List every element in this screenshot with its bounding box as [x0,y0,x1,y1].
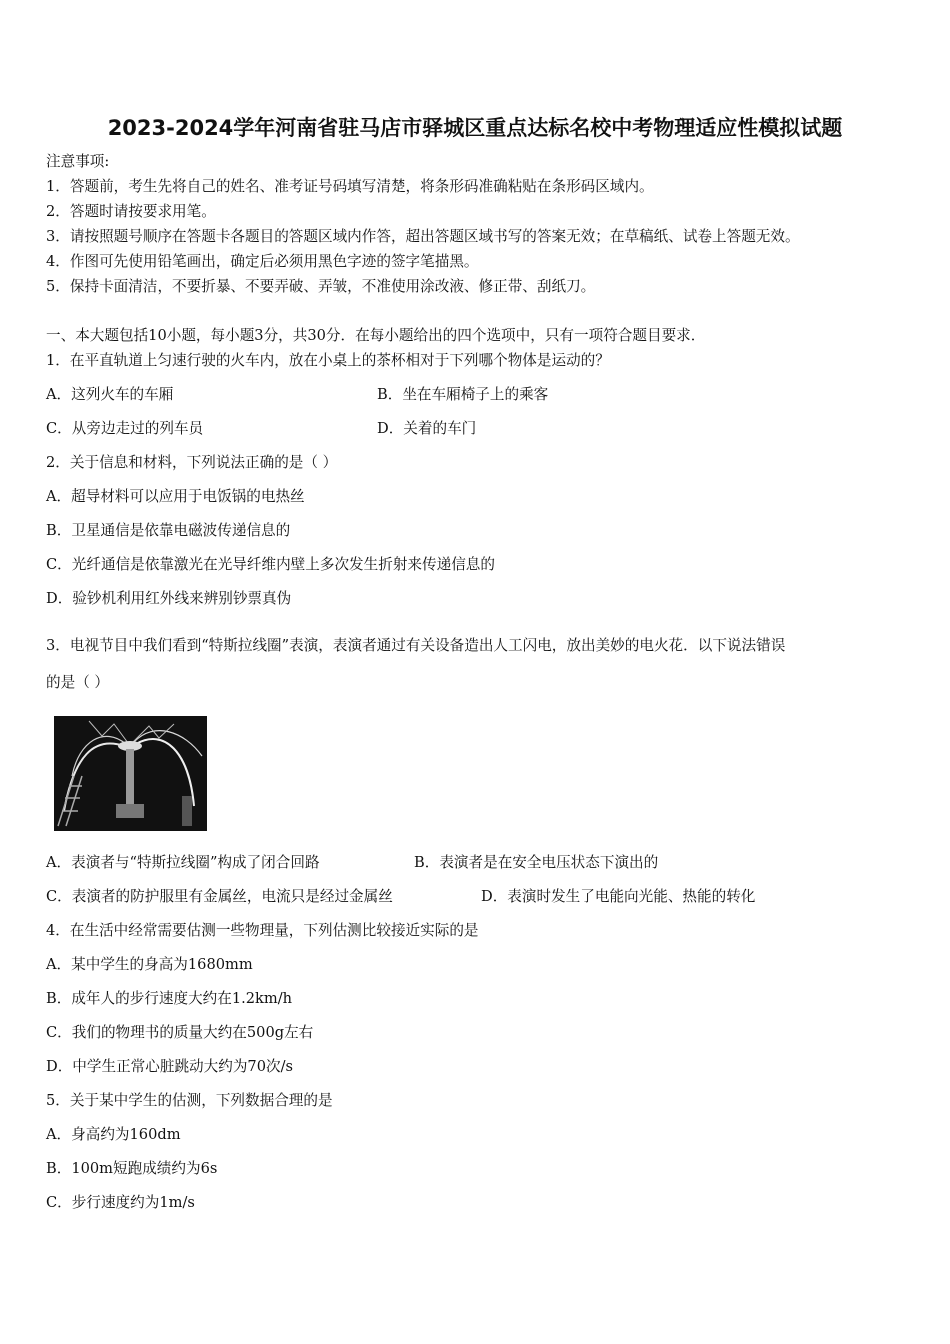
question-3-option-b: B．表演者是在安全电压状态下演出的 [414,854,659,871]
question-5-option-b: B．100m短跑成绩约为6s [46,1160,218,1177]
question-5-option-c: C．步行速度约为1m/s [46,1194,195,1211]
question-3-option-a: A．表演者与“特斯拉线圈”构成了闭合回路 [46,854,320,871]
question-2-stem: 2．关于信息和材料，下列说法正确的是（ ） [46,454,338,471]
page-title: 2023-2024学年河南省驻马店市驿城区重点达标名校中考物理适应性模拟试题 [107,116,843,140]
question-2-option-a: A．超导材料可以应用于电饭锅的电热丝 [46,488,305,505]
question-4-option-c: C．我们的物理书的质量大约在500g左右 [46,1024,314,1041]
note-item: 3．请按照题号顺序在答题卡各题目的答题区域内作答，超出答题区域书写的答案无效；在草稿纸、试卷上答题无效。 [46,228,800,245]
question-4-option-d: D．中学生正常心脏跳动大约为70次/s [46,1058,293,1075]
note-item: 5．保持卡面清洁，不要折暴、不要弄破、弄皱，不准使用涂改液、修正带、刮纸刀。 [46,278,596,295]
question-3-stem-cont: 的是（ ） [46,674,110,691]
question-2-option-d: D．验钞机利用红外线来辨别钞票真伪 [46,590,292,607]
question-3-stem: 3．电视节目中我们看到“特斯拉线圈”表演，表演者通过有关设备造出人工闪电，放出美妙的电火花．以下说法错误 [46,637,786,654]
question-4-option-b: B．成年人的步行速度大约在1.2km/h [46,990,293,1007]
question-1-option-b: B．坐在车厢椅子上的乘客 [377,386,549,403]
question-2-option-c: C．光纤通信是依靠激光在光导纤维内壁上多次发生折射来传递信息的 [46,556,495,573]
question-5-option-a: A．身高约为160dm [46,1126,181,1143]
question-2-option-b: B．卫星通信是依靠电磁波传递信息的 [46,522,291,539]
note-item: 2．答题时请按要求用笔。 [46,203,216,220]
notes-heading: 注意事项: [46,153,110,170]
question-1-option-a: A．这列火车的车厢 [46,386,174,403]
question-4-option-a: A．某中学生的身高为1680mm [46,956,253,973]
question-1-option-c: C．从旁边走过的列车员 [46,420,204,437]
question-1-option-d: D．关着的车门 [377,420,477,437]
question-3-option-c: C．表演者的防护服里有金属丝，电流只是经过金属丝 [46,888,393,905]
question-5-stem: 5．关于某中学生的估测，下列数据合理的是 [46,1092,333,1109]
question-4-stem: 4．在生活中经常需要估测一些物理量，下列估测比较接近实际的是 [46,922,479,939]
question-3-option-d: D．表演时发生了电能向光能、热能的转化 [481,888,756,905]
tesla-coil-photo [54,716,207,831]
note-item: 4．作图可先使用铅笔画出，确定后必须用黑色字迹的签字笔描黑。 [46,253,479,270]
question-1-stem: 1．在平直轨道上匀速行驶的火车内，放在小桌上的茶杯相对于下列哪个物体是运动的？ [46,352,610,369]
note-item: 1．答题前，考生先将自己的姓名、准考证号码填写清楚，将条形码准确粘贴在条形码区域内。 [46,178,654,195]
section-heading: 一、本大题包括10小题，每小题3分，共30分．在每小题给出的四个选项中，只有一项符合题目要求． [46,327,706,344]
